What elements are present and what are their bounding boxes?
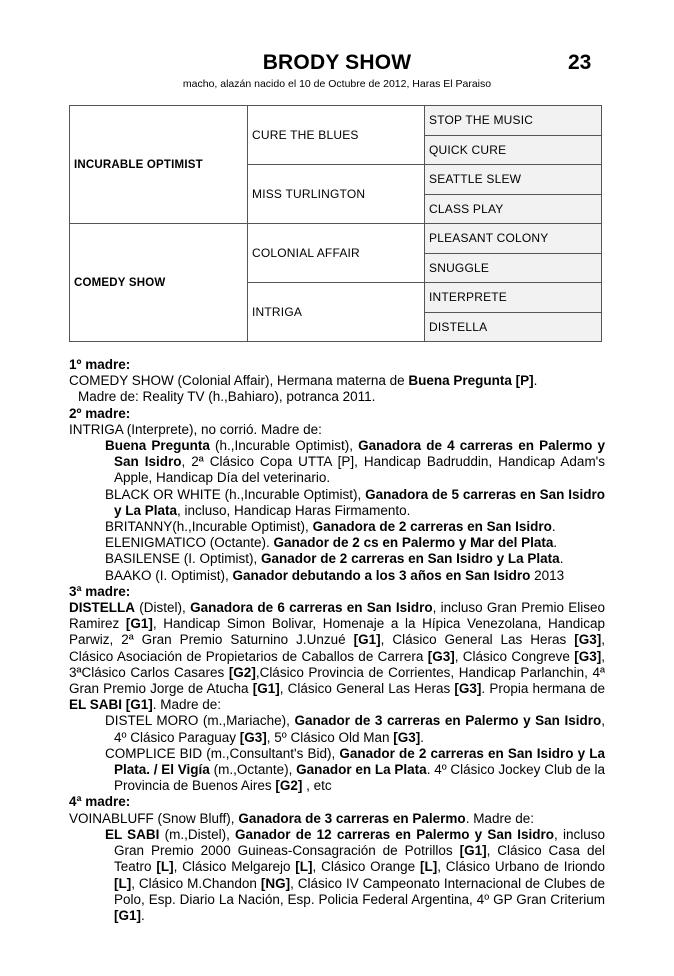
grade-badge: [G3] (574, 648, 602, 664)
pedigree-g3-cell: PLEASANT COLONY (425, 224, 602, 254)
third-dam-record (69, 600, 605, 713)
fourth-dam-intro (69, 811, 605, 827)
race-text: , Clásico Casa del Teatro (114, 843, 605, 875)
list-item (69, 551, 605, 567)
grade-badge: [G3] (393, 729, 421, 745)
race-text: ,Clásico Provincia de Corrientes, Handicap Parlanchin, 4ª Gran Premio Jorge de Atucha (69, 664, 605, 697)
race-text: , Clásico Congreve (454, 648, 575, 664)
pedigree-dam-dam: INTRIGA (248, 283, 425, 342)
third-dam-wins: Ganadora de 6 carreras en San Isidro (190, 600, 433, 616)
foal-details: . (420, 729, 424, 745)
pedigree-g3-cell: SNUGGLE (425, 253, 602, 283)
foal-pedigree: (m.,Distel), (159, 826, 236, 842)
pedigree-dam-sire: COLONIAL AFFAIR (248, 224, 425, 283)
list-item (69, 519, 605, 535)
race-text: , incluso Gran Premio Eliseo Ramirez (69, 600, 606, 632)
fourth-dam-text: . Madre de: (465, 810, 534, 826)
lot-number: 23 (568, 51, 592, 74)
foal-details: , incluso, Handicap Haras Firmamento. (177, 502, 411, 518)
horse-name-title: BRODY SHOW (262, 51, 412, 74)
foal-pedigree: (m.,Octante), (209, 762, 297, 778)
first-dam-heading: 1º madre: (69, 357, 131, 372)
foal-record: Ganadora de 5 carreras en San Isidro y La Plata (114, 486, 606, 518)
foal-record: Ganadora de 4 carreras en Palermo y San Isidro (114, 438, 605, 470)
third-dam-pedigree: (Distel), (135, 600, 191, 616)
foal-pedigree: (h.,Incurable Optimist), (220, 486, 366, 502)
foal-name: BAAKO (105, 567, 152, 583)
foal-record: Ganador de 3 carreras en Palermo y San Isidro (294, 713, 602, 729)
race-text: , Clásico IV Campeonato Internacional de Clubes de Polo, Esp. Diario La Nación, Esp. Policia Federal Argentina, 4º GP Gran Criterium (114, 875, 606, 907)
foal-details: , etc (302, 778, 332, 794)
pedigree-g3-cell: QUICK CURE (425, 135, 602, 165)
race-text: , Clásico Asociación de Propietarios de Caballos de Carrera (69, 632, 605, 664)
foal-details: , 5º Clásico Old Man (266, 729, 394, 745)
foal-record: Ganador en La Plata (296, 762, 427, 778)
foal-record: Ganador debutando a los 3 años en San Isidro (232, 567, 531, 583)
foal-name: BASILENSE (105, 551, 181, 567)
grade-badge: [G3] (454, 681, 482, 697)
foal-details: . (559, 551, 564, 567)
pedigree-g3-cell: SEATTLE SLEW (425, 165, 602, 195)
foal-details: . (553, 535, 558, 551)
family-notes (69, 357, 605, 924)
foal-name: EL SABI (105, 826, 160, 842)
list-item (69, 713, 605, 745)
pedigree-g3-cell: INTERPRETE (425, 283, 602, 313)
foal-details: . (551, 519, 556, 535)
foal-pedigree: (Octante). (206, 535, 274, 551)
grade-badge: [G1] (125, 616, 153, 632)
grade-badge: [L] (419, 859, 438, 875)
sister-name: EL SABI [G1] (69, 697, 153, 713)
pedigree-sire: INCURABLE OPTIMIST (70, 106, 248, 224)
foal-record: Ganador de 2 carreras en San Isidro y La Plata (261, 551, 560, 567)
pedigree-sire-dam: MISS TURLINGTON (248, 165, 425, 224)
list-item (69, 568, 605, 584)
list-item (69, 827, 605, 924)
pedigree-g3-cell: CLASS PLAY (425, 194, 602, 224)
second-dam-heading: 2º madre: (69, 405, 131, 421)
grade-badge: [L] (295, 859, 313, 875)
grade-badge: [G2] (228, 664, 256, 680)
grade-badge: [L] (156, 859, 174, 875)
foal-name: Buena Pregunta (105, 438, 210, 454)
first-dam-highlight: Buena Pregunta [P] (408, 373, 534, 389)
foal-record: Ganador de 2 carreras en San Isidro y La Plata. / El Vigía (114, 745, 605, 778)
grade-badge: [G1] (252, 681, 280, 697)
race-text: , Clásico General Las Heras (380, 632, 575, 648)
fourth-dam-heading: 4ª madre: (69, 794, 131, 810)
pedigree-table (69, 105, 602, 342)
grade-badge: [G1] (353, 632, 381, 648)
list-item (69, 746, 605, 795)
race-text: , 3ªClásico Carlos Casares (69, 648, 605, 680)
foal-pedigree: (m.,Consultant's Bid), (202, 745, 340, 761)
race-text: , Handicap Simon Bolivar, Homenaje a la Hípica Venezolana, Handicap Parwiz, 2ª Gran Premio Saturnino J.Unzué (69, 616, 605, 648)
foal-name: COMPLICE BID (105, 745, 203, 761)
foal-pedigree: (m.,Mariache), (198, 713, 295, 729)
race-text: . (141, 907, 145, 923)
foal-details: 2013 (530, 567, 565, 583)
grade-badge: [G1] (114, 907, 141, 923)
foal-record: Ganador de 12 carreras en Palermo y San Isidro (235, 826, 555, 842)
fourth-dam-wins: Ganadora de 3 carreras en Palermo (238, 810, 466, 826)
pedigree-g3-cell: DISTELLA (425, 312, 602, 342)
foal-record: Ganadora de 2 carreras en San Isidro (312, 519, 552, 535)
grade-badge: [G1] (459, 843, 487, 859)
pedigree-sire-sire: CURE THE BLUES (248, 106, 425, 165)
race-text: , Clásico M.Chandon (131, 875, 261, 891)
foal-record: Ganador de 2 cs en Palermo y Mar del Plata (273, 535, 554, 551)
grade-badge: [G3] (574, 632, 602, 648)
foal-pedigree: (h.,Incurable Optimist), (172, 519, 313, 535)
foal-name: BRITANNY (105, 519, 173, 535)
foal-name: BLACK OR WHITE (105, 486, 221, 502)
pedigree-dam: COMEDY SHOW (70, 224, 248, 342)
first-dam-produce: Madre de: Reality TV (h.,Bahiaro), potranca 2011. (78, 389, 376, 405)
race-text: . Propia hermana de (481, 681, 605, 697)
foal-pedigree: (h.,Incurable Optimist), (209, 438, 359, 454)
foal-details: . 4º Clásico Jockey Club de la Provincia de Buenos Aires (114, 762, 605, 794)
first-dam-text: COMEDY SHOW (Colonial Affair), Hermana materna de (69, 373, 409, 389)
foal-details: , 2ª Clásico Copa UTTA [P], Handicap Badruddin, Handicap Adam's Apple, Handicap Día del veterinario. (114, 454, 606, 486)
race-text: , Clásico Urbano de Iriondo (437, 859, 606, 875)
foal-name: DISTEL MORO (105, 713, 199, 729)
grade-badge: [L] (114, 875, 132, 891)
list-item (69, 535, 605, 551)
grade-badge: [G3] (239, 729, 267, 745)
grade-badge: [G3] (427, 648, 455, 664)
first-dam-line (69, 373, 605, 389)
foal-pedigree: (I. Optimist), (151, 567, 233, 583)
fourth-dam-text: VOINABLUFF (Snow Bluff), (69, 810, 239, 826)
list-item (69, 438, 605, 487)
first-dam-text-end: . (533, 373, 538, 389)
third-dam-name: DISTELLA (69, 600, 135, 616)
horse-subtitle: macho, alazán nacido el 10 de Octubre de 2012, Haras El Paraiso (182, 78, 492, 90)
list-item (69, 487, 605, 519)
race-text: , Clásico Melgarejo (173, 859, 296, 875)
race-text: . Madre de: (152, 697, 222, 713)
foal-details: , 4º Clásico Paraguay (114, 713, 606, 745)
race-text: , Clásico General Las Heras (279, 681, 455, 697)
third-dam-heading: 3ª madre: (69, 583, 131, 599)
grade-badge: [NG] (260, 875, 291, 891)
second-dam-intro: INTRIGA (Interprete), no corrió. Madre de: (69, 421, 322, 437)
race-text: , incluso Gran Premio 2000 Guineas-Consagración de Potrillos (114, 826, 605, 859)
second-dam-foals (69, 438, 605, 584)
race-text: , Clásico Orange (312, 859, 420, 875)
pedigree-g3-cell: STOP THE MUSIC (425, 106, 602, 136)
foal-name: ELENIGMATICO (105, 535, 207, 551)
foal-pedigree: (I. Optimist), (180, 551, 262, 567)
grade-badge: [G2] (275, 778, 303, 794)
